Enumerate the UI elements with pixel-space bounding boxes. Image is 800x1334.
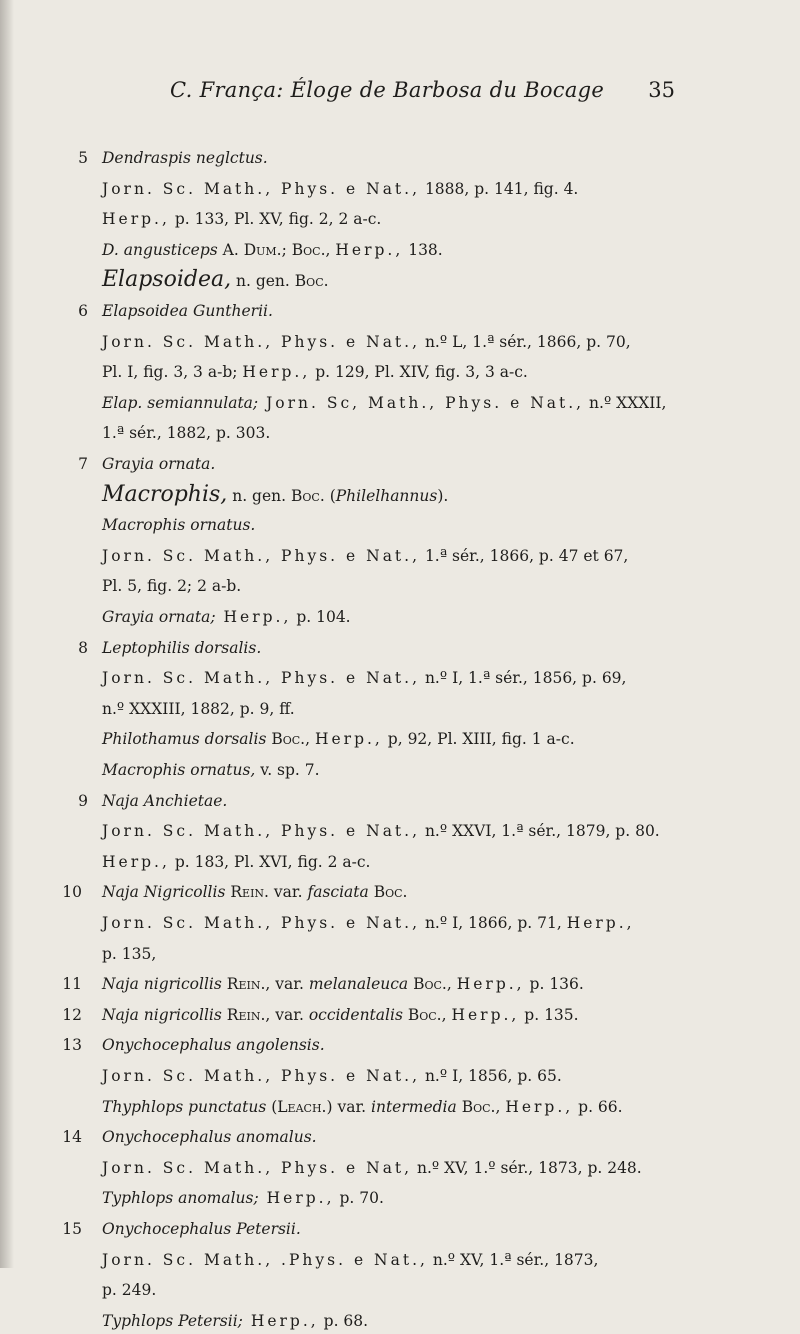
text-segment: Herp., <box>456 975 525 993</box>
entry-number: 7 <box>78 455 88 473</box>
text-segment: Boc. <box>291 487 325 505</box>
entry-number: 15 <box>62 1220 82 1238</box>
text-segment: n.º I, 1856, p. 65. <box>420 1067 562 1085</box>
text-segment: ). <box>437 487 449 505</box>
text-segment: Jorn. Sc. Math., Phys. e Nat., <box>102 547 421 565</box>
text-line <box>102 237 443 263</box>
text-segment: Dum. <box>243 241 282 259</box>
text-segment: Leptophilis dorsalis. <box>102 639 262 657</box>
text-segment: p. 183, Pl. XVI, fig. 2 a-c. <box>169 853 371 871</box>
text-line <box>102 1032 325 1058</box>
text-segment: Herp., <box>314 730 383 748</box>
text-line <box>102 910 635 936</box>
text-segment: Jorn. Sc. Math., Phys. e Nat., <box>102 333 421 351</box>
text-segment: Herp., <box>242 363 311 381</box>
text-line <box>102 818 660 844</box>
text-line <box>102 543 628 569</box>
text-segment: n.º L, 1.ª sér., 1866, p. 70, <box>420 333 631 351</box>
text-segment: Pl. 5, fig. 2; 2 a-b. <box>102 577 242 595</box>
text-segment: p. 129, Pl. XIV, fig. 3, 3 a-c. <box>310 363 528 381</box>
entry-number: 6 <box>78 302 88 320</box>
text-line <box>102 573 241 599</box>
header-title: C. França: Éloge de Barbosa du Bocage <box>170 78 605 102</box>
text-segment: Grayia ornata. <box>102 455 216 473</box>
text-line <box>102 329 631 355</box>
text-segment: Typhlops anomalus; <box>102 1189 259 1207</box>
text-segment: Elapsoidea, <box>102 267 232 292</box>
text-segment: , <box>446 975 457 993</box>
text-segment: Boc. <box>413 975 447 993</box>
text-segment: 138. <box>403 241 443 259</box>
text-segment: n.º I, 1866, p. 71, <box>420 914 567 932</box>
text-segment: p. 66. <box>573 1098 623 1116</box>
text-line <box>102 696 295 722</box>
text-line <box>102 665 626 691</box>
text-segment: n.º XXVI, 1.ª sér., 1879, p. 80. <box>420 822 660 840</box>
text-segment: Pl. I, fig. 3, 3 a-b; <box>102 363 243 381</box>
text-segment: Onychocephalus Petersii. <box>102 1220 301 1238</box>
text-line <box>102 971 584 997</box>
text-segment: n.º XV, 1.º sér., 1873, p. 248. <box>412 1159 642 1177</box>
text-segment: , <box>325 241 336 259</box>
text-segment: Rein. <box>226 1006 266 1024</box>
text-segment: n.º I, 1.ª sér., 1856, p. 69, <box>420 669 627 687</box>
text-segment: Herp., <box>242 1312 319 1330</box>
text-segment: p. 135, <box>102 945 157 963</box>
text-segment: occidentalis <box>308 1006 403 1024</box>
text-line <box>102 1002 579 1028</box>
text-segment: 1.ª sér., 1882, p. 303. <box>102 424 271 442</box>
text-segment: , var. <box>265 975 309 993</box>
text-segment: Macrophis, <box>102 482 228 507</box>
text-line <box>102 512 255 538</box>
text-line <box>102 757 320 783</box>
text-segment: p. 133, Pl. XV, fig. 2, 2 a-c. <box>169 210 382 228</box>
text-segment: Boc. <box>373 883 408 901</box>
text-segment: Herp., <box>451 1006 520 1024</box>
text-segment: intermedia <box>371 1098 457 1116</box>
text-line <box>102 1063 562 1089</box>
text-segment: Jorn. Sc. Math., Phys. e Nat., <box>102 822 421 840</box>
text-segment: var. <box>268 883 308 901</box>
text-segment: Grayia ornata; <box>102 608 216 626</box>
text-segment: Jorn. Sc. Math., Phys. e Nat., <box>102 180 421 198</box>
text-segment: 1.ª sér., 1866, p. 47 et 67, <box>420 547 629 565</box>
text-segment: Jorn. Sc. Math., Phys. e Nat., <box>102 669 421 687</box>
text-segment: Jorn. Sc. Math., Phys. e Nat, <box>102 1159 413 1177</box>
text-line <box>102 206 381 232</box>
text-line <box>102 604 351 630</box>
entry-number: 11 <box>62 975 82 993</box>
text-segment: Naja Anchietae. <box>102 792 228 810</box>
page-binding-shadow <box>0 0 14 1268</box>
text-segment: Herp., <box>215 608 292 626</box>
text-segment: v. sp. 7. <box>255 761 320 779</box>
text-line <box>102 145 268 171</box>
text-segment: Dendraspis neglctus. <box>102 149 268 167</box>
text-segment: n.º XXXIII, 1882, p. 9, ff. <box>102 700 295 718</box>
text-segment: n. gen. <box>227 487 291 505</box>
text-line <box>102 451 215 477</box>
text-line <box>102 176 578 202</box>
text-segment: ( <box>324 487 336 505</box>
text-segment: Philelhannus <box>335 487 438 505</box>
entry-number: 5 <box>78 149 88 167</box>
text-segment: Elapsoidea Guntherii. <box>102 302 273 320</box>
text-segment: Naja nigricollis <box>102 1006 222 1024</box>
text-line <box>102 1308 368 1334</box>
text-line <box>102 1094 623 1120</box>
text-segment: Macrophis ornatus. <box>102 516 256 534</box>
text-segment: ) var. <box>326 1098 372 1116</box>
text-segment: Jorn. Sc, Math., Phys. e Nat., <box>258 394 585 412</box>
text-segment: Herp., <box>102 210 170 228</box>
text-segment: D. angusticeps <box>102 241 218 259</box>
text-segment: n. gen. <box>231 272 295 290</box>
text-segment: A. <box>217 241 244 259</box>
text-line <box>102 635 261 661</box>
text-line <box>102 267 329 293</box>
text-segment: Naja nigricollis <box>102 975 222 993</box>
text-segment: Typhlops Petersii; <box>102 1312 243 1330</box>
text-segment: Jorn. Sc. Math., .Phys. e Nat., <box>102 1251 428 1269</box>
text-segment: p. 249. <box>102 1281 157 1299</box>
text-segment: Boc. <box>461 1098 496 1116</box>
text-segment: Philothamus dorsalis <box>102 730 267 748</box>
text-segment: , <box>305 730 315 748</box>
text-segment: , <box>441 1006 452 1024</box>
text-segment: Onychocephalus angolensis. <box>102 1036 325 1054</box>
text-segment: p. 135. <box>519 1006 579 1024</box>
text-segment: 1888, p. 141, fig. 4. <box>420 180 579 198</box>
text-segment: Boc. <box>294 272 329 290</box>
text-segment: Boc. <box>291 241 326 259</box>
text-segment: Elap. semiannulata; <box>102 394 259 412</box>
text-segment: Boc. <box>271 730 306 748</box>
text-segment: Onychocephalus anomalus. <box>102 1128 317 1146</box>
text-segment: p. 68. <box>318 1312 369 1330</box>
entry-number: 13 <box>62 1036 82 1054</box>
text-segment: Rein. <box>226 975 266 993</box>
text-line <box>102 390 666 416</box>
running-header <box>0 78 800 112</box>
text-segment: Jorn. Sc. Math., Phys. e Nat., <box>102 1067 421 1085</box>
text-line <box>102 849 370 875</box>
text-segment: fasciata <box>307 883 369 901</box>
text-segment: ; <box>281 241 292 259</box>
entry-number: 14 <box>62 1128 82 1146</box>
text-line <box>102 482 448 508</box>
entry-number: 10 <box>62 883 82 901</box>
text-line <box>102 420 270 446</box>
text-line <box>102 1216 301 1242</box>
text-segment: ( <box>266 1098 278 1116</box>
text-line <box>102 879 407 905</box>
text-segment: Herp., <box>335 241 404 259</box>
text-line <box>102 1124 317 1150</box>
page-number: 35 <box>648 78 675 102</box>
text-line <box>102 788 227 814</box>
text-line <box>102 726 575 752</box>
text-segment: , <box>495 1098 506 1116</box>
text-segment: n.º XXXII, <box>584 394 667 412</box>
text-segment: Jorn. Sc. Math., Phys. e Nat., <box>102 914 421 932</box>
text-segment: Macrophis ornatus, <box>102 761 256 779</box>
text-line <box>102 1185 384 1211</box>
text-line <box>102 298 273 324</box>
text-segment: Rein. <box>230 883 269 901</box>
text-segment: Boc. <box>407 1006 442 1024</box>
text-segment: p. 70. <box>334 1189 384 1207</box>
text-segment: Naja Nigricollis <box>102 883 226 901</box>
text-segment: Herp., <box>258 1189 335 1207</box>
text-segment: Herp., <box>566 914 635 932</box>
entry-number: 12 <box>62 1006 82 1024</box>
text-segment: p. 104. <box>291 608 351 626</box>
text-segment: Herp., <box>102 853 170 871</box>
text-segment: Herp., <box>505 1098 574 1116</box>
text-segment: n.º XV, 1.ª sér., 1873, <box>427 1251 599 1269</box>
text-segment: p. 136. <box>524 975 584 993</box>
text-segment: Thyphlops punctatus <box>102 1098 267 1116</box>
text-segment: , var. <box>265 1006 309 1024</box>
entry-number: 9 <box>78 792 88 810</box>
text-line <box>102 359 528 385</box>
text-segment: Leach. <box>277 1098 327 1116</box>
text-segment: melanaleuca <box>308 975 409 993</box>
text-line <box>102 1277 156 1303</box>
text-line <box>102 1247 598 1273</box>
text-segment: p, 92, Pl. XIII, fig. 1 a-c. <box>382 730 575 748</box>
text-line <box>102 941 156 967</box>
text-line <box>102 1155 642 1181</box>
entry-number: 8 <box>78 639 88 657</box>
